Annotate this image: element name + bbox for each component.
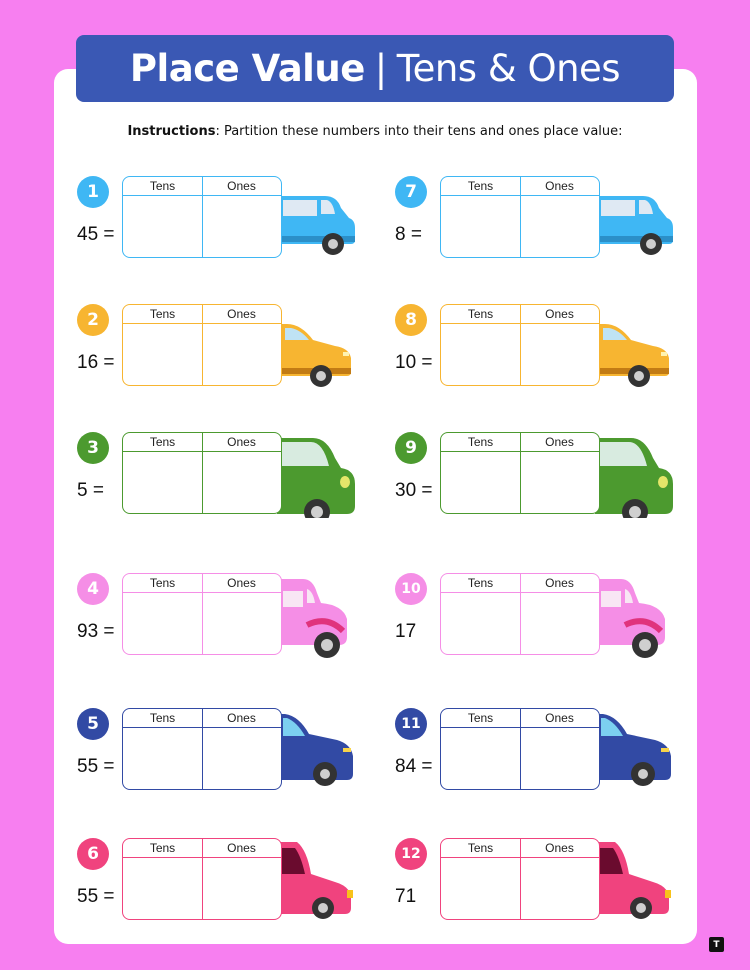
exercise-item <box>77 304 377 414</box>
orange-car-icon <box>595 306 677 390</box>
tens-header: Tens <box>149 179 176 193</box>
exercise-number-badge: 10 <box>395 573 427 605</box>
place-value-table <box>440 838 600 920</box>
tens-header: Tens <box>149 711 176 725</box>
exercise-number-badge: 4 <box>77 573 109 605</box>
place-value-table <box>440 573 600 655</box>
ones-answer-cell[interactable] <box>203 324 281 385</box>
exercise-item <box>77 176 377 286</box>
ones-answer-cell[interactable] <box>521 196 599 257</box>
exercise-item <box>395 708 695 818</box>
place-value-table <box>122 838 282 920</box>
ones-answer-cell[interactable] <box>521 324 599 385</box>
green-car-icon <box>595 434 677 518</box>
title-banner <box>76 35 674 102</box>
tens-answer-cell[interactable] <box>441 593 520 654</box>
place-value-table <box>122 573 282 655</box>
place-value-table <box>440 432 600 514</box>
exercise-item <box>395 573 695 683</box>
ones-answer-cell[interactable] <box>203 593 281 654</box>
exercise-item <box>395 304 695 414</box>
exercise-item <box>395 176 695 286</box>
tens-header: Tens <box>467 307 494 321</box>
ones-answer-cell[interactable] <box>203 196 281 257</box>
instructions-text: : Partition these numbers into their tens and ones place value: <box>215 124 623 139</box>
title-sub: Tens & Ones <box>396 47 621 90</box>
ones-header: Ones <box>545 435 574 449</box>
red-car-icon <box>277 840 359 924</box>
place-value-table <box>440 708 600 790</box>
place-value-table <box>122 176 282 258</box>
tens-answer-cell[interactable] <box>123 728 202 789</box>
ones-header: Ones <box>545 307 574 321</box>
tens-answer-cell[interactable] <box>123 196 202 257</box>
ones-header: Ones <box>545 841 574 855</box>
ones-header: Ones <box>227 179 256 193</box>
pink-car-icon <box>277 575 359 659</box>
exercise-number-badge: 3 <box>77 432 109 464</box>
ones-header: Ones <box>227 841 256 855</box>
exercise-number-badge: 8 <box>395 304 427 336</box>
tens-answer-cell[interactable] <box>123 452 202 513</box>
exercise-number-badge: 7 <box>395 176 427 208</box>
ones-header: Ones <box>545 711 574 725</box>
ones-answer-cell[interactable] <box>521 858 599 919</box>
tens-header: Tens <box>149 307 176 321</box>
title-separator: | <box>374 47 387 90</box>
exercise-expression: 55 = <box>77 886 115 907</box>
exercise-item <box>77 708 377 818</box>
orange-car-icon <box>277 306 359 390</box>
tens-answer-cell[interactable] <box>123 593 202 654</box>
exercise-expression: 71 <box>395 886 417 907</box>
ones-header: Ones <box>227 711 256 725</box>
exercise-expression: 17 <box>395 621 417 642</box>
ones-answer-cell[interactable] <box>521 728 599 789</box>
tens-header: Tens <box>467 576 494 590</box>
tens-header: Tens <box>149 576 176 590</box>
place-value-table <box>122 432 282 514</box>
exercise-number-badge: 11 <box>395 708 427 740</box>
place-value-table <box>440 176 600 258</box>
exercise-item <box>395 838 695 948</box>
exercise-expression: 93 = <box>77 621 115 642</box>
blue-van-icon <box>277 178 359 262</box>
tens-answer-cell[interactable] <box>441 728 520 789</box>
exercise-number-badge: 9 <box>395 432 427 464</box>
ones-header: Ones <box>227 576 256 590</box>
tens-header: Tens <box>149 841 176 855</box>
tens-answer-cell[interactable] <box>441 196 520 257</box>
instructions <box>0 124 750 139</box>
brand-logo: T <box>709 937 724 952</box>
tens-answer-cell[interactable] <box>123 858 202 919</box>
exercise-item <box>77 573 377 683</box>
exercise-number-badge: 1 <box>77 176 109 208</box>
tens-answer-cell[interactable] <box>123 324 202 385</box>
exercise-number-badge: 2 <box>77 304 109 336</box>
pink-car-icon <box>595 575 677 659</box>
ones-header: Ones <box>545 179 574 193</box>
exercise-expression: 16 = <box>77 352 115 373</box>
blue-van-icon <box>595 178 677 262</box>
tens-answer-cell[interactable] <box>441 452 520 513</box>
exercise-expression: 10 = <box>395 352 433 373</box>
exercise-item <box>77 432 377 542</box>
ones-answer-cell[interactable] <box>521 593 599 654</box>
exercise-expression: 55 = <box>77 756 115 777</box>
tens-header: Tens <box>467 841 494 855</box>
exercise-expression: 30 = <box>395 480 433 501</box>
exercise-expression: 5 = <box>77 480 104 501</box>
exercise-expression: 8 = <box>395 224 422 245</box>
place-value-table <box>122 304 282 386</box>
exercise-expression: 84 = <box>395 756 433 777</box>
ones-answer-cell[interactable] <box>203 858 281 919</box>
ones-header: Ones <box>545 576 574 590</box>
ones-header: Ones <box>227 435 256 449</box>
red-car-icon <box>595 840 677 924</box>
place-value-table <box>122 708 282 790</box>
title-main: Place Value <box>129 47 365 90</box>
ones-answer-cell[interactable] <box>203 728 281 789</box>
place-value-table <box>440 304 600 386</box>
tens-answer-cell[interactable] <box>441 858 520 919</box>
navy-car-icon <box>595 710 677 794</box>
exercise-item <box>395 432 695 542</box>
ones-header: Ones <box>227 307 256 321</box>
tens-answer-cell[interactable] <box>441 324 520 385</box>
tens-header: Tens <box>467 435 494 449</box>
instructions-label: Instructions <box>127 124 216 139</box>
tens-header: Tens <box>467 711 494 725</box>
ones-answer-cell[interactable] <box>521 452 599 513</box>
exercise-number-badge: 6 <box>77 838 109 870</box>
exercise-number-badge: 12 <box>395 838 427 870</box>
green-car-icon <box>277 434 359 518</box>
tens-header: Tens <box>149 435 176 449</box>
tens-header: Tens <box>467 179 494 193</box>
exercise-item <box>77 838 377 948</box>
exercise-number-badge: 5 <box>77 708 109 740</box>
ones-answer-cell[interactable] <box>203 452 281 513</box>
navy-car-icon <box>277 710 359 794</box>
exercise-expression: 45 = <box>77 224 115 245</box>
